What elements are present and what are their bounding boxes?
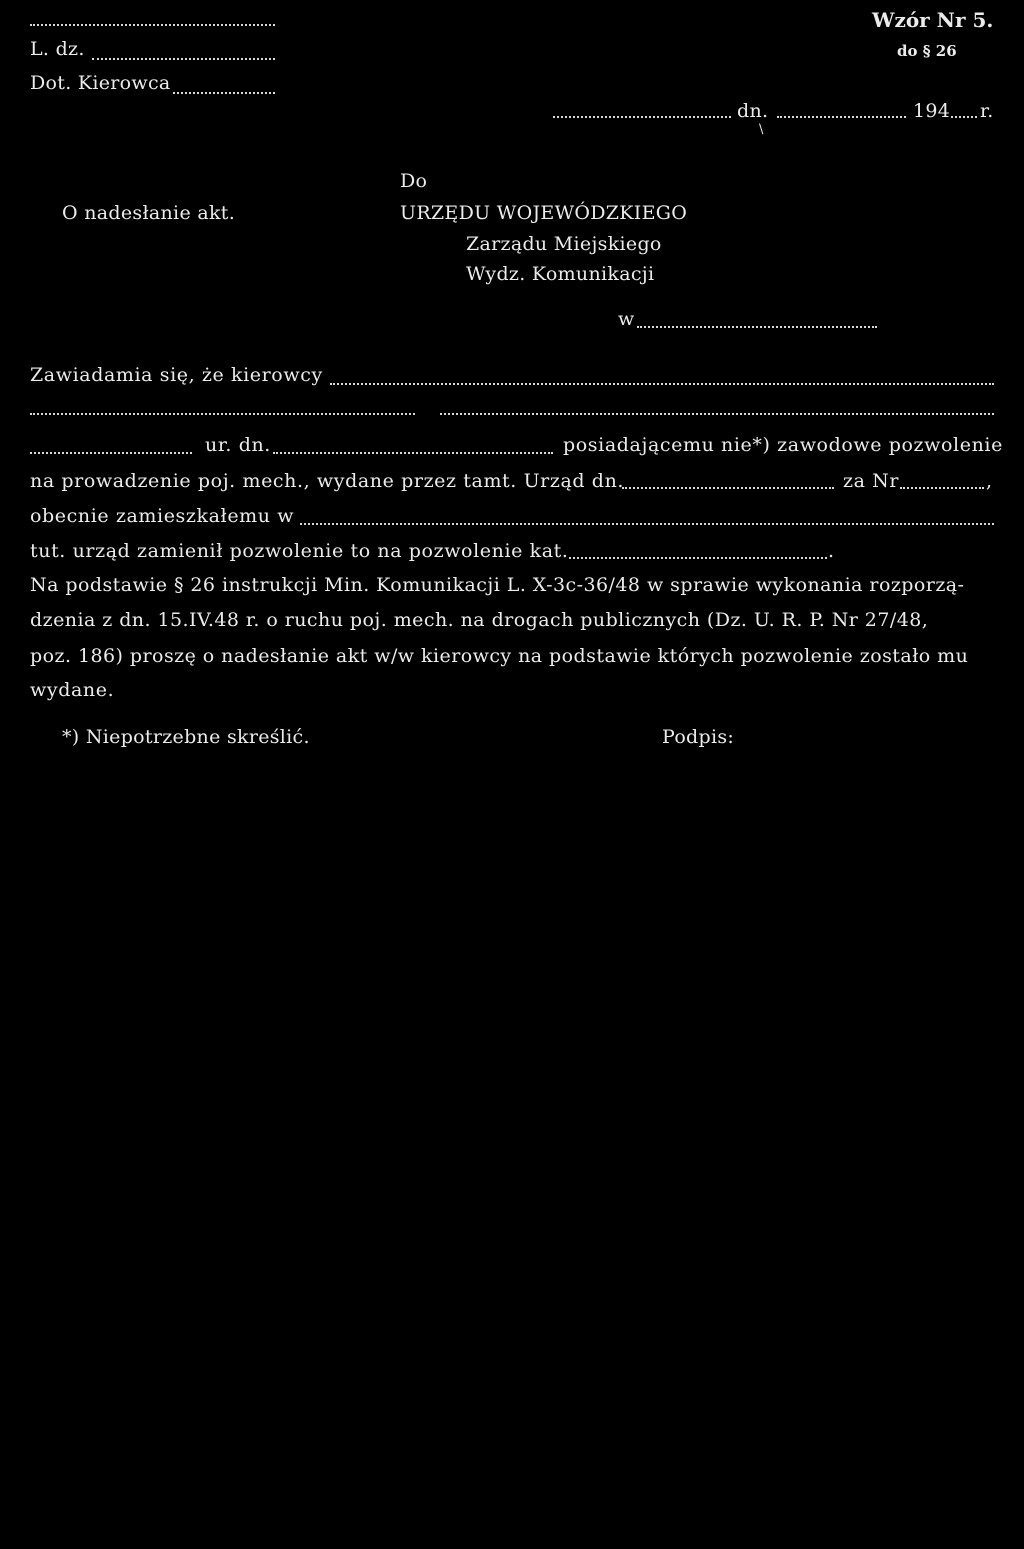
- comma: ,: [986, 470, 993, 492]
- body-line-driver: Zawiadamia się, że kierowcy: [30, 364, 323, 386]
- tick-mark: \: [759, 122, 764, 137]
- signature-label: Podpis:: [662, 726, 735, 748]
- addressee-do: Do: [400, 170, 428, 192]
- category-field: [569, 557, 827, 559]
- addressee-w-label: w: [618, 308, 635, 330]
- category-text: tut. urząd zamienił pozwolenie to na pozwolenie kat.: [30, 540, 569, 562]
- driver-name-field: [330, 383, 994, 385]
- birth-place-field: [30, 452, 192, 454]
- l-dz-label: L. dz.: [30, 38, 85, 60]
- za-nr-label: za Nr: [843, 470, 900, 492]
- paragraph-line-3: poz. 186) proszę o nadesłanie akt w/w kierowcy na podstawie których pozwolenie zostało mu: [30, 645, 969, 667]
- driver-name-field-2b: [440, 413, 994, 415]
- posiadajacemu-text: posiadającemu nie*) zawodowe pozwolenie: [563, 434, 1003, 456]
- permit-number-field: [900, 487, 984, 489]
- paragraph-line-1: Na podstawie § 26 instrukcji Min. Komunikacji L. X-3c-36/48 w sprawie wykonania rozporzą-: [30, 574, 965, 596]
- addressee-department: Wydz. Komunikacji: [466, 263, 655, 285]
- addressee-office: URZĘDU WOJEWÓDZKIEGO: [400, 202, 688, 224]
- residence-text: obecnie zamieszkałemu w: [30, 505, 295, 527]
- period: .: [828, 540, 835, 562]
- issued-by-text: na prowadzenie poj. mech., wydane przez tamt. Urząd dn.: [30, 470, 625, 492]
- date-dn-label: dn.: [737, 100, 769, 122]
- year-field: [951, 116, 977, 118]
- subject: O nadesłanie akt.: [62, 202, 236, 224]
- form-number: Wzór Nr 5.: [872, 8, 994, 32]
- form-paragraph: do § 26: [897, 42, 957, 60]
- dot-kierowca-label: Dot. Kierowca: [30, 72, 171, 94]
- footnote: *) Niepotrzebne skreślić.: [62, 726, 310, 748]
- date-r-label: r.: [980, 100, 994, 122]
- paragraph-line-4: wydane.: [30, 679, 115, 701]
- issued-date-field: [622, 487, 834, 489]
- header-top-dotted-line: [30, 24, 275, 26]
- place-field: [553, 116, 731, 118]
- birth-date-field: [273, 452, 553, 454]
- ur-dn-label: ur. dn.: [205, 434, 271, 456]
- addressee-board: Zarządu Miejskiego: [466, 233, 662, 255]
- residence-field: [300, 523, 994, 525]
- addressee-city-field: [637, 326, 877, 328]
- date-field: [777, 116, 906, 118]
- l-dz-field: [92, 58, 275, 60]
- driver-name-field-2a: [30, 413, 415, 415]
- paragraph-line-2: dzenia z dn. 15.IV.48 r. o ruchu poj. mech. na drogach publicznych (Dz. U. R. P. Nr 27/48,: [30, 609, 929, 631]
- dot-kierowca-field: [173, 92, 275, 94]
- date-year-label: 194: [913, 100, 951, 122]
